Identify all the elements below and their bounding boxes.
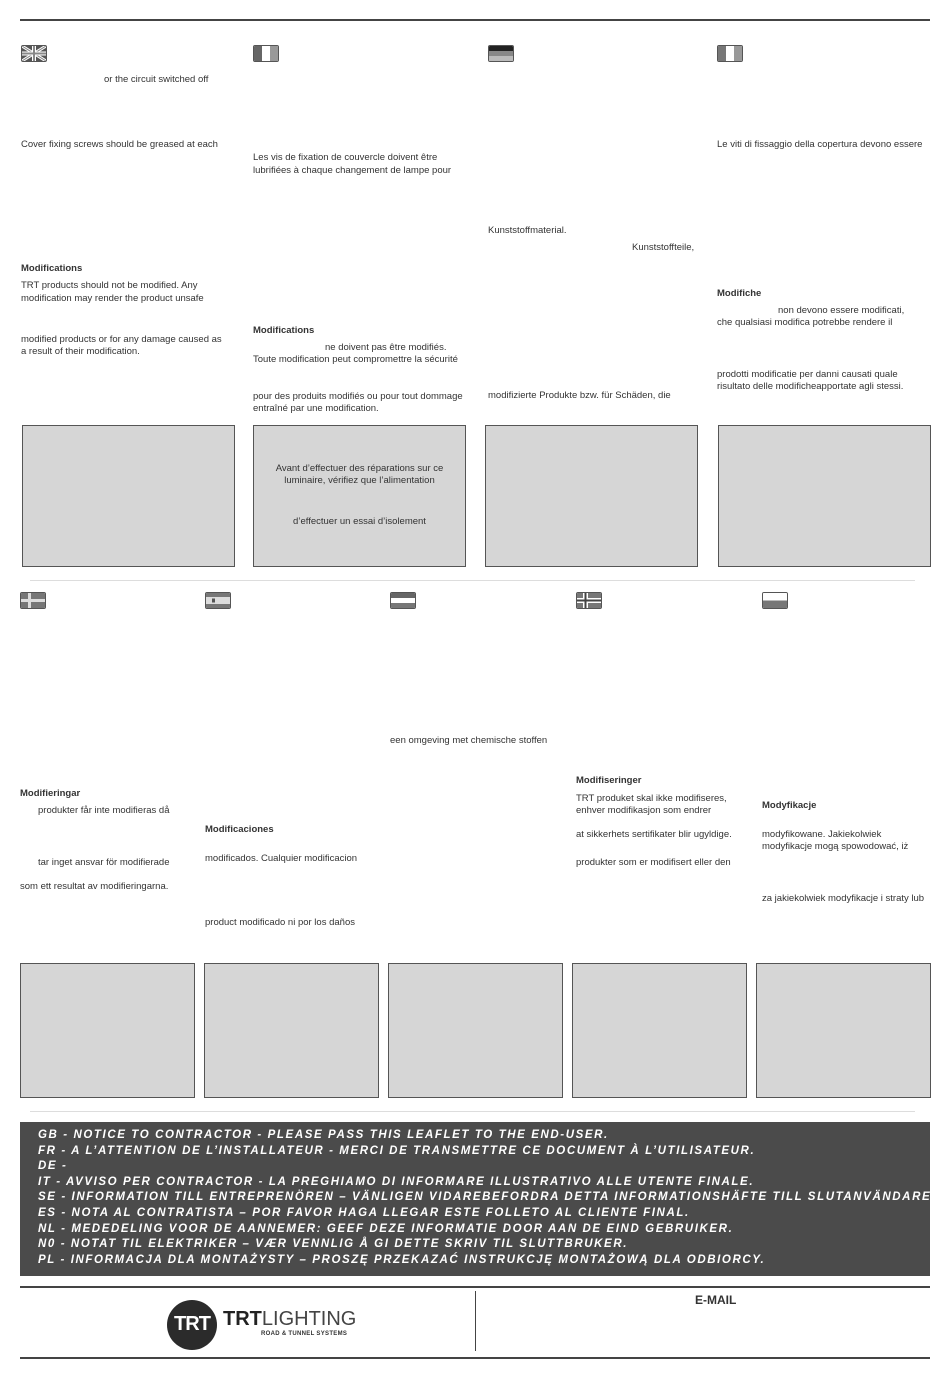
- se-mod-line1: produkter får inte modifieras då: [38, 805, 170, 816]
- pl-mod-line1: modyfikowane. Jakiekolwiek: [762, 829, 882, 840]
- fr-panel-line3: d’effectuer un essai d’isolement: [293, 516, 426, 527]
- fr-modifications-heading: Modifications: [253, 325, 315, 336]
- it-mod-line3: prodotti modificatie per danni causati quale: [717, 369, 898, 380]
- se-mod-line3: som ett resultat av modifieringarna.: [20, 881, 169, 892]
- notice-line-se: SE - INFORMATION TILL ENTREPRENÖREN – VÄNLIGEN VIDAREBEFORDRA DETTA INFORMATIONSHÄFTE TILL SLUTANVÄNDAREN.: [38, 1191, 946, 1203]
- de-kunststoff-text: Kunststoffmaterial.: [488, 225, 567, 236]
- fr-screws-line2: lubrifiées à chaque changement de lampe pour: [253, 165, 452, 176]
- email-label: E-MAIL: [695, 1293, 737, 1307]
- notice-line-fr: FR - A L’ATTENTION DE L’INSTALLATEUR - MERCI DE TRANSMETTRE CE DOCUMENT À L’UTILISATEUR.: [38, 1145, 756, 1157]
- brand-bold-text: TRT: [223, 1308, 262, 1330]
- gb-grease-text: Cover fixing screws should be greased at each: [21, 139, 218, 150]
- france-flag-icon: [253, 45, 279, 62]
- gb-warning-panel: [22, 425, 235, 567]
- fr-mod-line1: ne doivent pas être modifiés.: [325, 342, 447, 353]
- pl-mod-line3: za jakiekolwiek modyfikacje i straty lub: [762, 893, 925, 904]
- it-modifiche-heading: Modifiche: [717, 288, 762, 299]
- footer-top-rule: [20, 1286, 930, 1288]
- no-mod-line2: enhver modifikasjon som endrer: [576, 805, 712, 816]
- germany-flag-icon: [488, 45, 514, 62]
- notice-line-no: N0 - NOTAT TIL ELEKTRIKER – VÆR VENNLIG Å GI DETTE SKRIV TIL SLUTTBRUKER.: [38, 1238, 629, 1250]
- sweden-flag-icon: [20, 592, 46, 609]
- it-viti-text: Le viti di fissaggio della copertura devono essere: [717, 139, 923, 150]
- pl-warning-panel: [756, 963, 931, 1098]
- fr-screws-line1: Les vis de fixation de couvercle doivent être: [253, 152, 438, 163]
- nl-warning-panel: [388, 963, 563, 1098]
- se-warning-panel: [20, 963, 195, 1098]
- gb-mod-line2: modification may render the product unsafe: [21, 293, 204, 304]
- middle-rule: [30, 580, 915, 581]
- footer-divider: [475, 1291, 476, 1351]
- gb-modifications-heading: Modifications: [21, 263, 83, 274]
- netherlands-flag-icon: [390, 592, 416, 609]
- pl-mod-line2: modyfikacje mogą spowodować, iż: [762, 841, 909, 852]
- nl-chem-text: een omgeving met chemische stoffen: [390, 735, 548, 746]
- de-kunststoffteile-text: Kunststoffteile,: [632, 242, 695, 253]
- fr-mod-line4: entraîné par une modification.: [253, 403, 379, 414]
- fr-panel-line1: Avant d’effectuer des réparations sur ce: [275, 463, 444, 474]
- it-mod-line2: che qualsiasi modifica potrebbe rendere il: [717, 317, 893, 328]
- lower-rule: [30, 1111, 915, 1112]
- fr-mod-line2: Toute modification peut compromettre la sécurité: [253, 354, 458, 365]
- se-modifieringar-heading: Modifieringar: [20, 788, 81, 799]
- no-mod-line3: at sikkerhets sertifikater blir ugyldige.: [576, 829, 732, 840]
- no-warning-panel: [572, 963, 747, 1098]
- de-mod-line: modifizierte Produkte bzw. für Schäden, die: [488, 390, 671, 401]
- notice-line-pl: PL - INFORMACJA DLA MONTAŻYSTY – PROSZĘ PRZEKAZAĆ INSTRUKCJĘ MONTAŻOWĄ DLA ODBIORCY.: [38, 1254, 766, 1266]
- notice-line-it: IT - AVVISO PER CONTRACTOR - LA PREGHIAMO DI INFORMARE ILLUSTRATIVO ALLE UTENTE FINALE.: [38, 1176, 755, 1188]
- notice-line-gb: GB - NOTICE TO CONTRACTOR - PLEASE PASS THIS LEAFLET TO THE END-USER.: [38, 1129, 609, 1141]
- it-warning-panel: [718, 425, 931, 567]
- norway-flag-icon: [576, 592, 602, 609]
- poland-flag-icon: [762, 592, 788, 609]
- gb-mod-line4: a result of their modification.: [21, 346, 140, 357]
- italy-flag-icon: [717, 45, 743, 62]
- brand-light-text: LIGHTING: [261, 1308, 357, 1330]
- top-rule: [20, 19, 930, 21]
- notice-line-es: ES - NOTA AL CONTRATISTA – POR FAVOR HAGA LLEGAR ESTE FOLLETO AL CLIENTE FINAL.: [38, 1207, 690, 1219]
- no-mod-line4: produkter som er modifisert eller den: [576, 857, 731, 868]
- gb-mod-line3: modified products or for any damage caused as: [21, 334, 222, 345]
- no-modifiseringer-heading: Modifiseringer: [576, 775, 642, 786]
- gb-circuit-text: or the circuit switched off: [104, 74, 209, 85]
- notice-line-de: DE -: [38, 1160, 68, 1172]
- es-mod-line2: product modificado ni por los daños: [205, 917, 355, 928]
- trt-logo-mark-icon: [167, 1300, 217, 1350]
- fr-mod-line3: pour des produits modifiés ou pour tout dommage: [253, 391, 463, 402]
- es-warning-panel: [204, 963, 379, 1098]
- gb-mod-line1: TRT products should not be modified. Any: [21, 280, 198, 291]
- logo-mark-text: TRT: [174, 1313, 210, 1335]
- es-mod-line1: modificados. Cualquier modificacion: [205, 853, 358, 864]
- es-modificaciones-heading: Modificaciones: [205, 824, 274, 835]
- spain-flag-icon: [205, 592, 231, 609]
- de-warning-panel: [485, 425, 698, 567]
- fr-panel-line2: luminaire, vérifiez que l’alimentation: [284, 475, 435, 486]
- se-mod-line2: tar inget ansvar för modifierade: [38, 857, 170, 868]
- uk-flag-icon: [21, 45, 47, 62]
- brand-tagline: ROAD & TUNNEL SYSTEMS: [261, 1331, 348, 1337]
- footer-bottom-rule: [20, 1357, 930, 1359]
- notice-line-nl: NL - MEDEDELING VOOR DE AANNEMER: GEEF DEZE INFORMATIE DOOR AAN DE EIND GEBRUIKER.: [38, 1223, 734, 1235]
- it-mod-line1: non devono essere modificati,: [778, 305, 905, 316]
- fr-warning-panel: [253, 425, 466, 567]
- no-mod-line1: TRT produket skal ikke modifiseres,: [576, 793, 727, 804]
- it-mod-line4: risultato delle modificheapportate agli stessi.: [717, 381, 904, 392]
- pl-modyfikacje-heading: Modyfikacje: [762, 800, 817, 811]
